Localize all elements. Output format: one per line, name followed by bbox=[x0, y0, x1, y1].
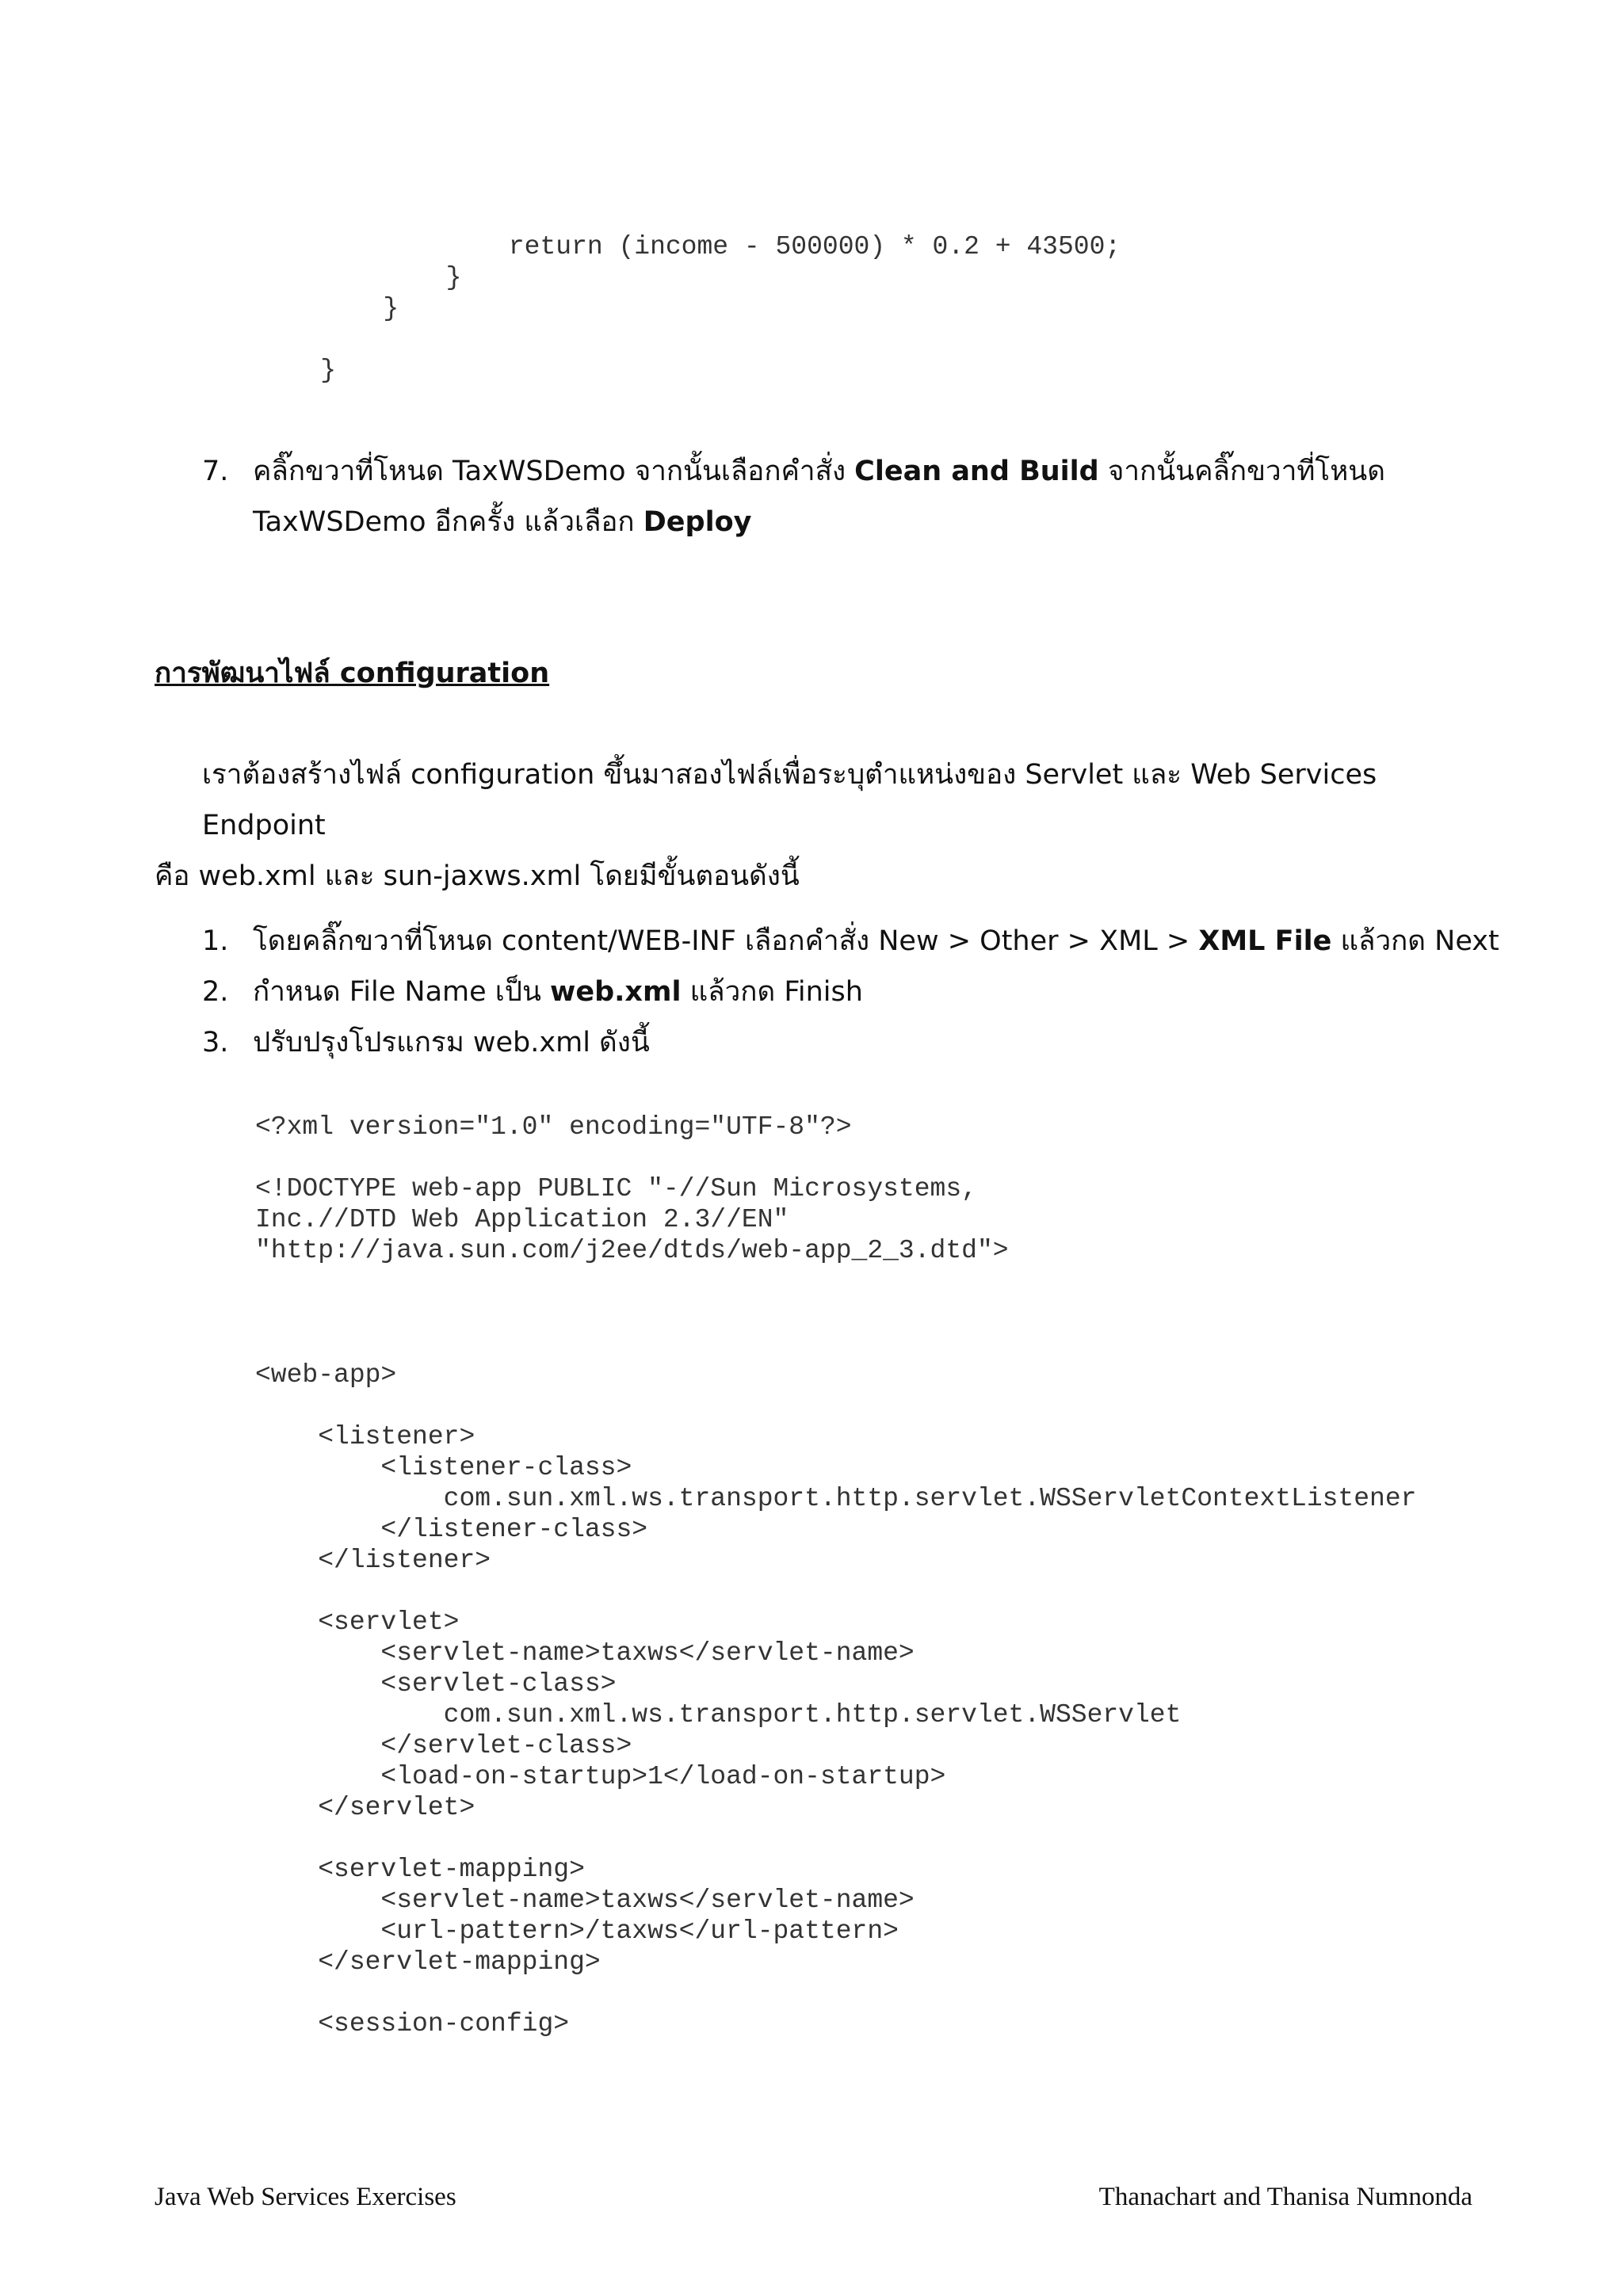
step-text: โดยคลิ๊กขวาที่โหนด content/WEB-INF เลือกคำสั่ง New > Other > XML > bbox=[253, 925, 1199, 957]
step-text: กำหนด File Name เป็น bbox=[253, 976, 551, 1008]
paragraph-line: เราต้องสร้างไฟล์ configuration ขึ้นมาสองไฟล์เพื่อระบุตำแหน่งของ Servlet และ Web Services Endpoint bbox=[202, 759, 1377, 841]
step-text: ปรับปรุงโปรแกรม web.xml ดังนี้ bbox=[253, 1027, 650, 1058]
footer-right: Thanachart and Thanisa Numnonda bbox=[1098, 2183, 1472, 2211]
code-line: return (income - 500000) * 0.2 + 43500; bbox=[258, 232, 1121, 261]
code-block-xml-header: <?xml version="1.0" encoding="UTF-8"?> <!DOCTYPE web-app PUBLIC "-//Sun Microsystems, Inc.//DTD Web Application 2.3//EN" "http://java.sun.com/j2ee/dtds/web-app_2_3.dtd"> bbox=[255, 1112, 1009, 1265]
step-text: แล้วกด Finish bbox=[681, 976, 863, 1008]
footer-left: Java Web Services Exercises bbox=[155, 2183, 456, 2211]
step-bold-text: XML File bbox=[1198, 925, 1332, 957]
paragraph-line: คือ web.xml และ sun-jaxws.xml โดยมีขั้นตอนดังนี้ bbox=[155, 860, 800, 892]
step-text: คลิ๊กขวาที่โหนด TaxWSDemo จากนั้นเลือกคำสั่ง bbox=[253, 456, 855, 487]
step-text: แล้วกด Next bbox=[1331, 925, 1499, 957]
step-1 bbox=[202, 916, 1518, 967]
code-line: } bbox=[258, 263, 462, 292]
step-2 bbox=[202, 967, 1518, 1017]
step-bold-text: web.xml bbox=[550, 976, 682, 1008]
step-3 bbox=[202, 1017, 1518, 1068]
step-text: TaxWSDemo อีกครั้ง แล้วเลือก bbox=[253, 506, 643, 538]
code-line: } bbox=[258, 294, 399, 323]
code-block-top bbox=[258, 231, 1121, 386]
step-7 bbox=[202, 446, 1518, 547]
code-block-xml-body: <web-app> <listener> <listener-class> com.sun.xml.ws.transport.http.servlet.WSServletContextListener </listener-class> </listener> <servlet> <servlet-name>taxws</servlet-name> <servlet-class> com.sun.xml.ws.transport.http.servlet.WSServlet </servlet-class> <load-on-startup>1</load-on-startup> </servlet> <servlet-mapping> <servlet-name>taxws</servlet-name> <url-pattern>/taxws</url-pattern> </servlet-mapping> <session-config> bbox=[255, 1360, 1417, 2039]
step-bold-text: Clean and Build bbox=[854, 456, 1099, 487]
step-text: จากนั้นคลิ๊กขวาที่โหนด bbox=[1098, 456, 1385, 487]
step-bold-text: Deploy bbox=[643, 506, 752, 538]
step-number: 7. bbox=[202, 456, 229, 487]
step-number: 1. bbox=[202, 925, 229, 957]
step-number: 3. bbox=[202, 1027, 229, 1058]
step-number: 2. bbox=[202, 976, 229, 1008]
code-line: } bbox=[258, 356, 337, 385]
section-heading: การพัฒนาไฟล์ configuration bbox=[155, 658, 550, 689]
section-paragraph bbox=[155, 749, 1486, 902]
